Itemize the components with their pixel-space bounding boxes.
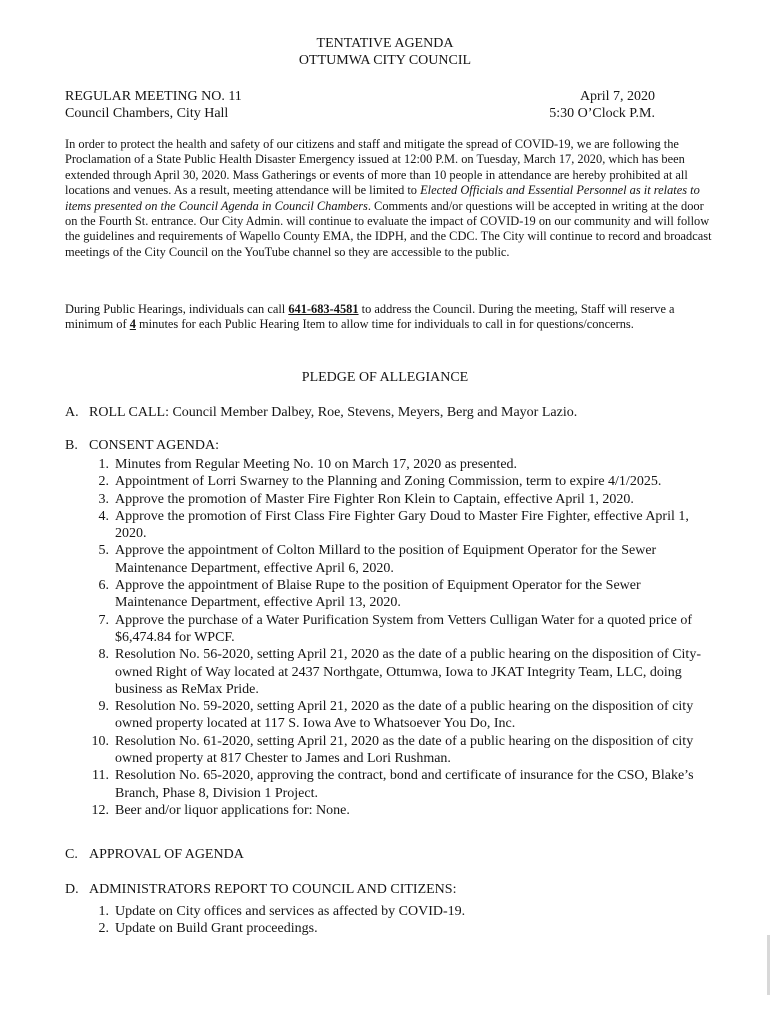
item-number: 10.: [91, 733, 109, 749]
list-item: [65, 577, 715, 612]
item-text: Resolution No. 59-2020, setting April 21, 2020 as the date of a public hearing on the disposition of city owned property located at 117 S. Iowa Ave to Whatsoever You Do, Inc.: [115, 699, 694, 732]
covid-notice-text: In order to protect the health and safety of our citizens and staff and mitigate the spread of COVID-19, we are following the Proclamation of a State Public Health Disaster Emergency issued at 12:00 P.M. on Tuesday, March 17, 2020, which has been extended through April 30, 2020. Mass Gatherings or events of more than 10 people in attendance are hereby prohibited at all locations and venues. As a result, meeting attendance will be limited to: [65, 137, 688, 198]
item-number: 8.: [98, 647, 109, 663]
list-item: [65, 508, 715, 543]
covid-notice-italic: Elected Officials and Essential Personnel as it relates to items presented on the Council Agenda in Council Chambers: [65, 183, 700, 213]
item-text: Approve the appointment of Blaise Rupe to the position of Equipment Operator for the Sewer Maintenance Department, effective April 13, 2020.: [115, 578, 641, 611]
item-text: Minutes from Regular Meeting No. 10 on March 17, 2020 as presented.: [115, 457, 518, 472]
item-number: 3.: [98, 491, 109, 507]
item-number: 9.: [98, 699, 109, 715]
section-letter: D.: [65, 882, 79, 897]
item-number: 7.: [98, 612, 109, 628]
list-item: [65, 920, 715, 937]
meeting-time: 5:30 O’Clock P.M.: [549, 106, 655, 121]
section-text: APPROVAL OF AGENDA: [89, 847, 244, 862]
list-item: [65, 542, 715, 577]
item-number: 6.: [98, 578, 109, 594]
item-text: Resolution No. 56-2020, setting April 21, 2020 as the date of a public hearing on the disposition of City-owned Right of Way located at 2437 Northgate, Ottumwa, Iowa to JKAT Integrity Team, LLC, doing business as ReMax Pride.: [115, 647, 701, 697]
meeting-date: April 7, 2020: [579, 89, 655, 104]
section-text: CONSENT AGENDA:: [89, 438, 220, 453]
list-item: [65, 646, 715, 698]
hearing-text-end: minutes for each Public Hearing Item to allow time for individuals to call in for questions/concerns.: [135, 317, 634, 332]
list-item: [65, 473, 715, 490]
item-number: 2.: [98, 474, 109, 490]
list-item: [65, 491, 715, 508]
section-approval-of-agenda: [65, 847, 244, 863]
hearing-minutes: 4: [129, 317, 136, 332]
item-text: Resolution No. 61-2020, setting April 21, 2020 as the date of a public hearing on the disposition of city owned property at 817 Chester to James and Lori Rushman.: [115, 733, 694, 767]
location-time-row: [65, 106, 655, 122]
item-text: Approve the promotion of First Class Fire Fighter Gary Doud to Master Fire Fighter, effective April 1, 2020.: [115, 508, 689, 542]
list-item: [65, 767, 715, 802]
section-text: ROLL CALL: Council Member Dalbey, Roe, Stevens, Meyers, Berg and Mayor Lazio.: [89, 405, 578, 420]
section-text: ADMINISTRATORS REPORT TO COUNCIL AND CITIZENS:: [89, 882, 457, 897]
list-item: [65, 456, 715, 473]
item-number: 12.: [91, 802, 109, 818]
item-text: Update on City offices and services as affected by COVID-19.: [115, 904, 466, 919]
document-subtitle: OTTUMWA CITY COUNCIL: [298, 53, 472, 68]
hearing-phone-number: 641-683-4581: [288, 302, 359, 316]
item-number: 1.: [98, 457, 109, 472]
section-consent-agenda: [65, 438, 219, 454]
item-number: 5.: [98, 543, 109, 559]
item-number: 4.: [98, 508, 109, 524]
public-hearing-notice: [65, 302, 715, 333]
covid-notice-text-continued: . Comments and/or questions will be accepted in writing at the door on the Fourth St. entrance. Our City Admin. will continue to evaluate the impact of COVID-19 on our community and will follow the guidelines and requirements of Wapello County EMA, the IDPH, and the CDC. The City will continue to record and broadcast meetings of the City Council on the YouTube channel so they are accessible to the public.: [65, 198, 712, 259]
item-text: Appointment of Lorri Swarney to the Planning and Zoning Commission, term to expire 4/1/2025.: [115, 474, 662, 490]
item-text: Beer and/or liquor applications for: None.: [115, 802, 350, 818]
section-letter: A.: [65, 405, 79, 420]
list-item: [65, 612, 715, 647]
list-item: [65, 698, 715, 733]
meeting-info-row: [65, 89, 655, 105]
item-number: 11.: [92, 768, 109, 784]
section-letter: C.: [65, 847, 78, 862]
section-administrators-report: [65, 882, 456, 898]
meeting-location: Council Chambers, City Hall: [65, 106, 229, 121]
section-roll-call: [65, 405, 577, 421]
hearing-text: During Public Hearings, individuals can call: [65, 302, 289, 316]
item-text: Approve the appointment of Colton Millard to the position of Equipment Operator for the Sewer Maintenance Department, effective April 6, 2020.: [115, 543, 657, 576]
covid-notice: [65, 137, 715, 260]
item-text: Update on Build Grant proceedings.: [115, 921, 318, 937]
hearing-text-continued: to address the Council. During the meeting, Staff will reserve a minimum of: [65, 302, 675, 332]
item-number: 2.: [98, 921, 109, 937]
list-item: [65, 733, 715, 768]
item-text: Resolution No. 65-2020, approving the contract, bond and certificate of insurance for the CSO, Blake’s Branch, Phase 8, Division 1 Project.: [115, 768, 694, 801]
document-title: TENTATIVE AGENDA: [316, 36, 454, 51]
administrators-report-list: [65, 903, 715, 938]
consent-agenda-list: [65, 456, 715, 819]
list-item: [65, 802, 715, 819]
item-text: Approve the promotion of Master Fire Fighter Ron Klein to Captain, effective April 1, 2020.: [115, 491, 634, 507]
section-letter: B.: [65, 438, 78, 453]
item-number: 1.: [98, 904, 109, 919]
meeting-number: REGULAR MEETING NO. 11: [65, 89, 242, 104]
list-item: [65, 903, 715, 920]
pledge-heading: PLEDGE OF ALLEGIANCE: [301, 370, 469, 385]
item-text: Approve the purchase of a Water Purification System from Vetters Culligan Water for a quoted price of $6,474.84 for WPCF.: [115, 612, 693, 645]
